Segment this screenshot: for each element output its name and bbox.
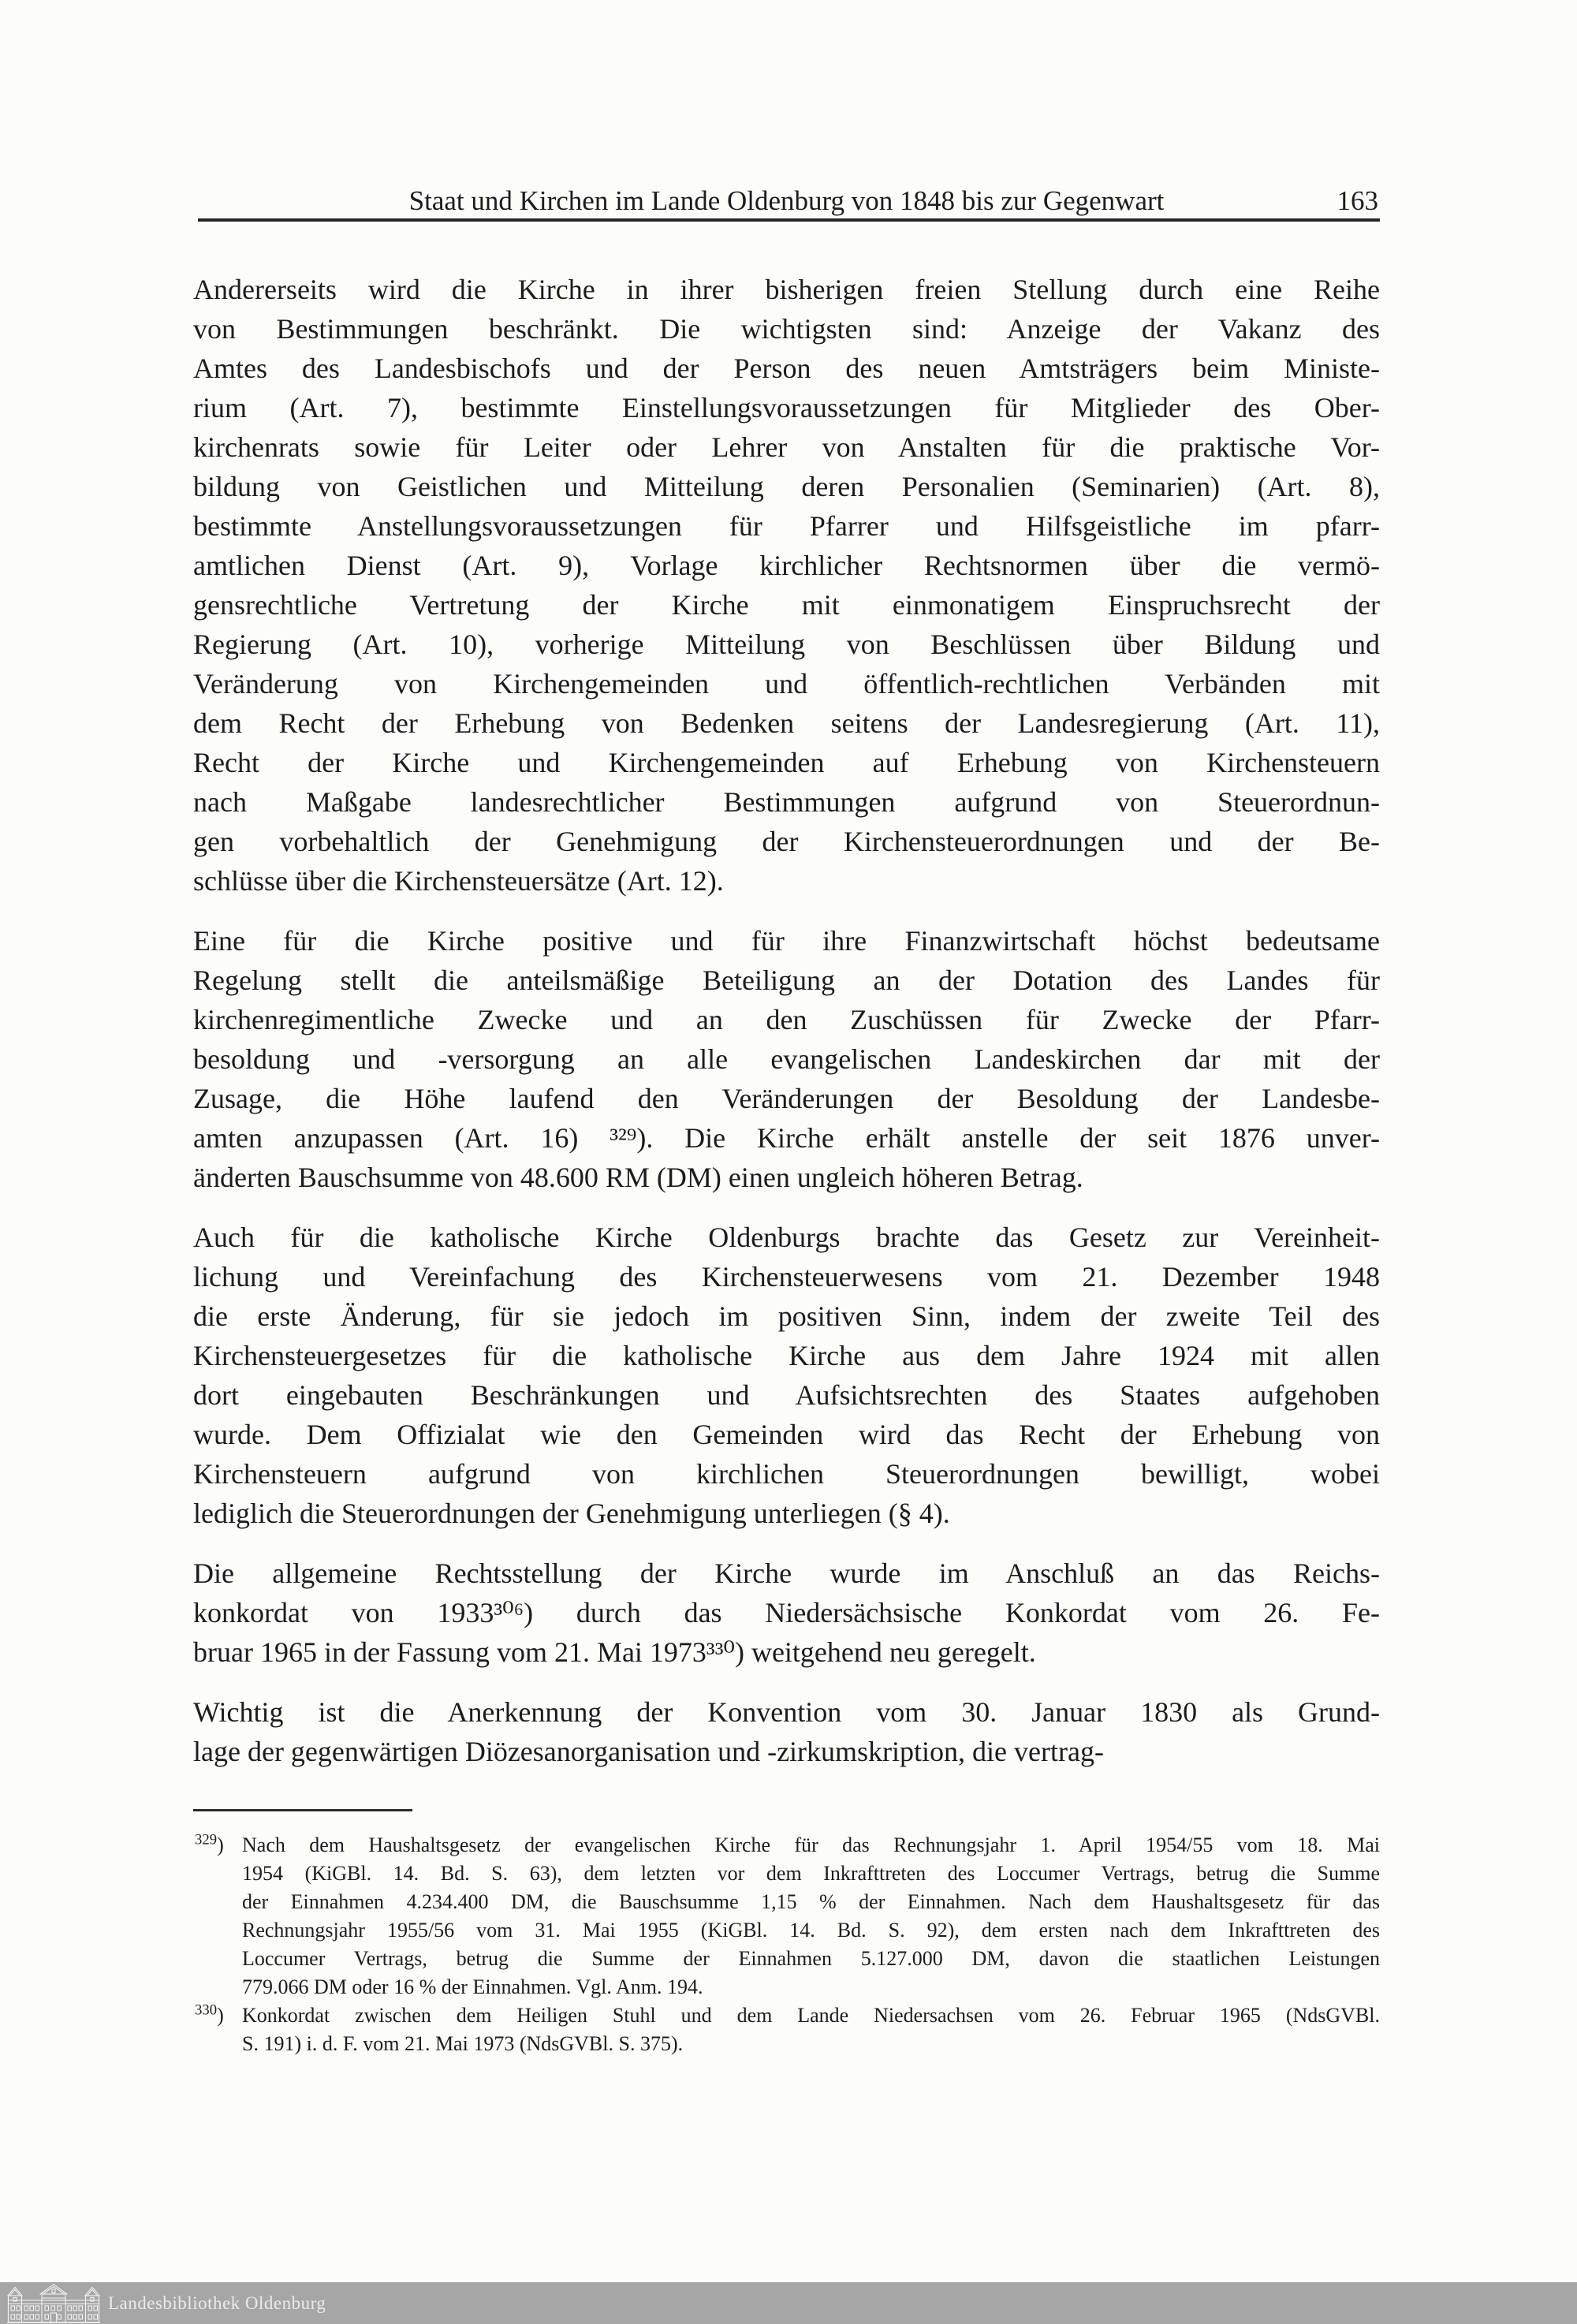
- body-line: Wichtig ist die Anerkennung der Konvention vom 30. Januar 1830 als Grund-: [193, 1696, 1380, 1728]
- footnote-line: Rechnungsjahr 1955/56 vom 31. Mai 1955 (KiGBl. 14. Bd. S. 92), dem ersten nach dem Inkrafttreten des: [242, 1919, 1380, 1942]
- paragraph: [193, 1218, 1380, 1533]
- body-line: kirchenrats sowie für Leiter oder Lehrer von Anstalten für die praktische Vor-: [193, 431, 1380, 463]
- footnote-marker: $^{330}$): [195, 2001, 224, 2027]
- body-line: besoldung und -versorgung an alle evangelischen Landeskirchen dar mit der: [193, 1043, 1380, 1075]
- body-line: Regierung (Art. 10), vorherige Mitteilung von Beschlüssen über Bildung und: [193, 629, 1380, 660]
- body-line: gen vorbehaltlich der Genehmigung der Kirchensteuerordnungen und der Be-: [193, 826, 1380, 857]
- body-line: kirchenregimentliche Zwecke und an den Zuschüssen für Zwecke der Pfarr-: [193, 1004, 1380, 1035]
- body-line: gensrechtliche Vertretung der Kirche mit einmonatigem Einspruchsrecht der: [193, 589, 1380, 621]
- footnote-line: der Einnahmen 4.234.400 DM, die Bauschsumme 1,15 % der Einnahmen. Nach dem Haushaltsgesetz für das: [242, 1890, 1380, 1913]
- paragraph: [193, 921, 1380, 1197]
- library-footer-band: [0, 2282, 1577, 2324]
- library-building-icon: [6, 2284, 101, 2323]
- footnote: [193, 1831, 1380, 2001]
- body-line: Veränderung von Kirchengemeinden und öffentlich-rechtlichen Verbänden mit: [193, 668, 1380, 699]
- body-line: die erste Änderung, für sie jedoch im positiven Sinn, indem der zweite Teil des: [193, 1300, 1380, 1332]
- body-line: Zusage, die Höhe laufend den Veränderungen der Besoldung der Landesbe-: [193, 1083, 1380, 1114]
- body-line: änderten Bauschsumme von 48.600 RM (DM) einen ungleich höheren Betrag.: [193, 1162, 1083, 1193]
- paragraph: [193, 1554, 1380, 1672]
- body-line: schlüsse über die Kirchensteuersätze (Art. 12).: [193, 865, 724, 897]
- paragraph: [193, 1692, 1380, 1771]
- body-line: Amtes des Landesbischofs und der Person des neuen Amtsträgers beim Ministe-: [193, 353, 1380, 384]
- body-line: lage der gegenwärtigen Diözesanorganisation und -zirkumskription, die vertrag-: [193, 1736, 1104, 1767]
- body-line: dem Recht der Erhebung von Bedenken seitens der Landesregierung (Art. 11),: [193, 707, 1380, 739]
- body-line: Auch für die katholische Kirche Oldenburgs brachte das Gesetz zur Vereinheit-: [193, 1222, 1380, 1253]
- body-text: [193, 270, 1380, 1792]
- body-line: Regelung stellt die anteilsmäßige Beteiligung an der Dotation des Landes für: [193, 964, 1380, 996]
- body-line: amtlichen Dienst (Art. 9), Vorlage kirchlicher Rechtsnormen über die vermö-: [193, 550, 1380, 581]
- body-line: bruar 1965 in der Fassung vom 21. Mai 1973³³⁰) weitgehend neu geregelt.: [193, 1636, 1036, 1668]
- paragraph: [193, 270, 1380, 901]
- body-line: nach Maßgabe landesrechtlicher Bestimmungen aufgrund von Steuerordnun-: [193, 786, 1380, 818]
- body-line: Kirchensteuergesetzes für die katholische Kirche aus dem Jahre 1924 mit allen: [193, 1340, 1380, 1371]
- footnote-separator: [193, 1809, 412, 1811]
- body-line: rium (Art. 7), bestimmte Einstellungsvoraussetzungen für Mitglieder des Ober-: [193, 392, 1380, 423]
- page-number: 163: [1337, 185, 1378, 216]
- body-line: Die allgemeine Rechtsstellung der Kirche wurde im Anschluß an das Reichs-: [193, 1557, 1380, 1589]
- running-header-title: Staat und Kirchen im Lande Oldenburg von 1848 bis zur Gegenwart: [408, 185, 1165, 216]
- body-line: konkordat von 1933³⁰⁶) durch das Niedersächsische Konkordat vom 26. Fe-: [193, 1597, 1380, 1628]
- footnote-lines: [242, 1831, 1380, 2001]
- body-line: lichung und Vereinfachung des Kirchensteuerwesens vom 21. Dezember 1948: [193, 1261, 1380, 1293]
- page-header: [193, 183, 1380, 219]
- body-line: wurde. Dem Offizialat wie den Gemeinden wird das Recht der Erhebung von: [193, 1419, 1380, 1450]
- body-line: Recht der Kirche und Kirchengemeinden auf Erhebung von Kirchensteuern: [193, 747, 1380, 778]
- body-line: bildung von Geistlichen und Mitteilung deren Personalien (Seminarien) (Art. 8),: [193, 471, 1380, 502]
- footnote-line: 779.066 DM oder 16 % der Einnahmen. Vgl. Anm. 194.: [242, 1975, 703, 1998]
- body-line: dort eingebauten Beschränkungen und Aufsichtsrechten des Staates aufgehoben: [193, 1379, 1380, 1411]
- body-line: Andererseits wird die Kirche in ihrer bisherigen freien Stellung durch eine Reihe: [193, 274, 1380, 305]
- library-name: Landesbibliothek Oldenburg: [108, 2292, 326, 2313]
- footnote: [193, 2001, 1380, 2058]
- footnote-line: 1954 (KiGBl. 14. Bd. S. 63), dem letzten vor dem Inkrafttreten des Loccumer Vertrags, betrug die Summe: [242, 1862, 1380, 1885]
- footnote-line: Konkordat zwischen dem Heiligen Stuhl und dem Lande Niedersachsen vom 26. Februar 1965 (NdsGVBl.: [242, 2004, 1380, 2027]
- body-line: amten anzupassen (Art. 16) ³²⁹). Die Kirche erhält anstelle der seit 1876 unver-: [193, 1122, 1380, 1154]
- header-rule: [198, 218, 1380, 222]
- body-line: lediglich die Steuerordnungen der Genehmigung unterliegen (§ 4).: [193, 1498, 950, 1529]
- footnotes: [193, 1831, 1380, 2058]
- body-line: Eine für die Kirche positive und für ihre Finanzwirtschaft höchst bedeutsame: [193, 925, 1380, 957]
- footnote-marker: $^{329}$): [195, 1831, 224, 1856]
- footnote-line: Nach dem Haushaltsgesetz der evangelischen Kirche für das Rechnungsjahr 1. April 1954/55 vom 18. Mai: [242, 1833, 1380, 1856]
- body-line: Kirchensteuern aufgrund von kirchlichen Steuerordnungen bewilligt, wobei: [193, 1458, 1380, 1490]
- footnote-lines: [242, 2001, 1380, 2058]
- body-line: bestimmte Anstellungsvoraussetzungen für Pfarrer und Hilfsgeistliche im pfarr-: [193, 510, 1380, 542]
- footnote-line: Loccumer Vertrags, betrug die Summe der Einnahmen 5.127.000 DM, davon die staatlichen Leistungen: [242, 1947, 1380, 1970]
- footnote-line: S. 191) i. d. F. vom 21. Mai 1973 (NdsGVBl. S. 375).: [242, 2032, 684, 2055]
- body-line: von Bestimmungen beschränkt. Die wichtigsten sind: Anzeige der Vakanz des: [193, 313, 1380, 345]
